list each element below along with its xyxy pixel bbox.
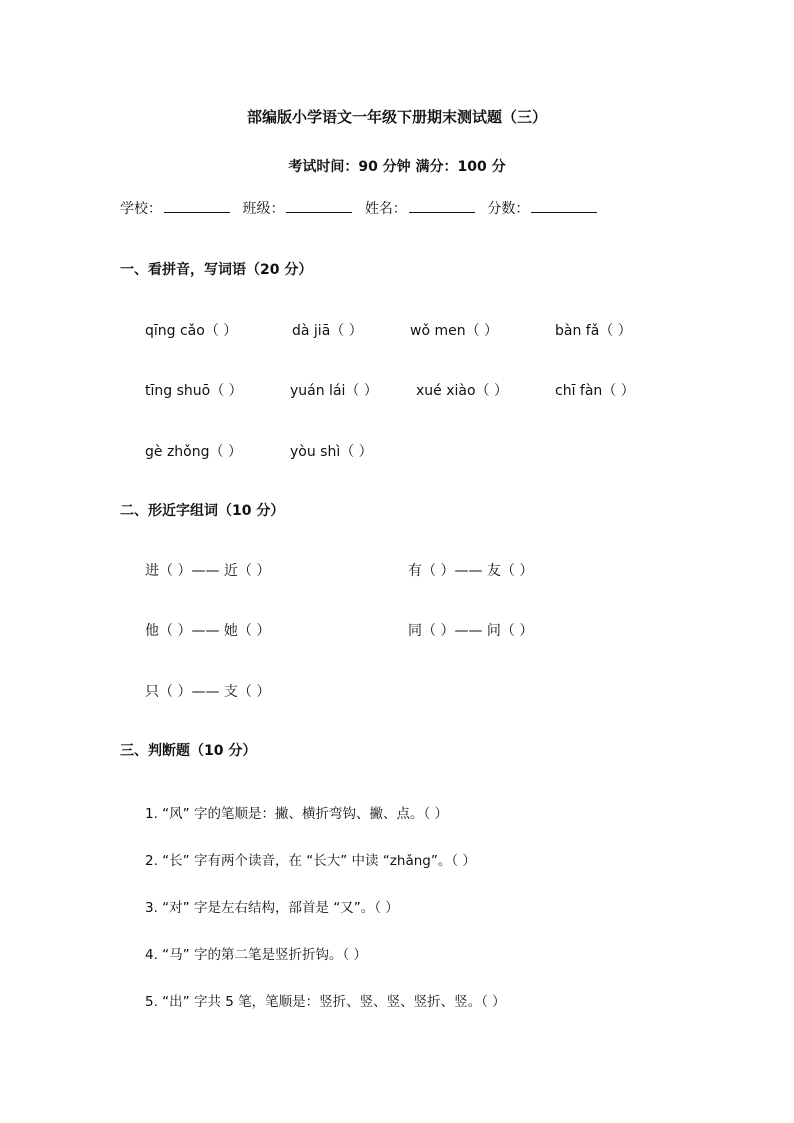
class-field: [242, 198, 352, 218]
student-info-line: [120, 198, 605, 218]
score-label: 分数：: [487, 201, 530, 217]
word-pair-item[interactable]: 同（ ）—— 问（ ）: [408, 623, 534, 639]
word-pair-item[interactable]: 进（ ）—— 近（ ）: [145, 563, 271, 579]
class-blank[interactable]: [286, 198, 352, 213]
word-pair-item[interactable]: 他（ ）—— 她（ ）: [145, 623, 271, 639]
true-false-question[interactable]: 2. “长” 字有两个读音，在 “长大” 中读 “zhǎng”。（ ）: [145, 853, 476, 869]
word-pair-item[interactable]: 有（ ）—— 友（ ）: [408, 563, 534, 579]
pinyin-item[interactable]: yòu shì（ ）: [290, 444, 373, 460]
pinyin-item[interactable]: yuán lái（ ）: [290, 383, 378, 399]
true-false-question[interactable]: 4. “马” 字的第二笔是竖折折钩。（ ）: [145, 947, 367, 963]
school-blank[interactable]: [164, 198, 230, 213]
section-2-heading: 二、形近字组词（10 分）: [120, 503, 285, 519]
pinyin-item[interactable]: xué xiào（ ）: [416, 383, 508, 399]
school-label: 学校：: [120, 201, 162, 217]
name-blank[interactable]: [409, 198, 475, 213]
pinyin-item[interactable]: dà jiā（ ）: [292, 323, 363, 339]
true-false-question[interactable]: 3. “对” 字是左右结构，部首是 “又”。（ ）: [145, 900, 399, 916]
page-title: 部编版小学语文一年级下册期末测试题（三）: [246, 108, 547, 126]
name-label: 姓名：: [364, 201, 407, 217]
section-3-heading: 三、判断题（10 分）: [120, 743, 257, 759]
pinyin-item[interactable]: qīng cǎo（ ）: [145, 323, 238, 339]
true-false-question[interactable]: 1. “风” 字的笔顺是：撇、横折弯钩、撇、点。（ ）: [145, 806, 448, 822]
school-field: [120, 198, 230, 218]
word-pair-item[interactable]: 只（ ）—— 支（ ）: [145, 684, 271, 700]
pinyin-item[interactable]: bàn fǎ（ ）: [555, 323, 632, 339]
exam-info: 考试时间：90 分钟 满分：100 分: [288, 159, 506, 175]
name-field: [365, 198, 475, 218]
true-false-question[interactable]: 5. “出” 字共 5 笔，笔顺是：竖折、竖、竖、竖折、竖。（ ）: [145, 994, 506, 1010]
pinyin-item[interactable]: gè zhǒng（ ）: [145, 444, 242, 460]
pinyin-item[interactable]: wǒ men（ ）: [410, 323, 499, 339]
section-1-heading: 一、看拼音，写词语（20 分）: [120, 262, 313, 278]
score-field: [487, 198, 597, 218]
pinyin-item[interactable]: tīng shuō（ ）: [145, 383, 243, 399]
pinyin-item[interactable]: chī fàn（ ）: [555, 383, 635, 399]
score-blank[interactable]: [531, 198, 597, 213]
class-label: 班级：: [242, 201, 285, 217]
